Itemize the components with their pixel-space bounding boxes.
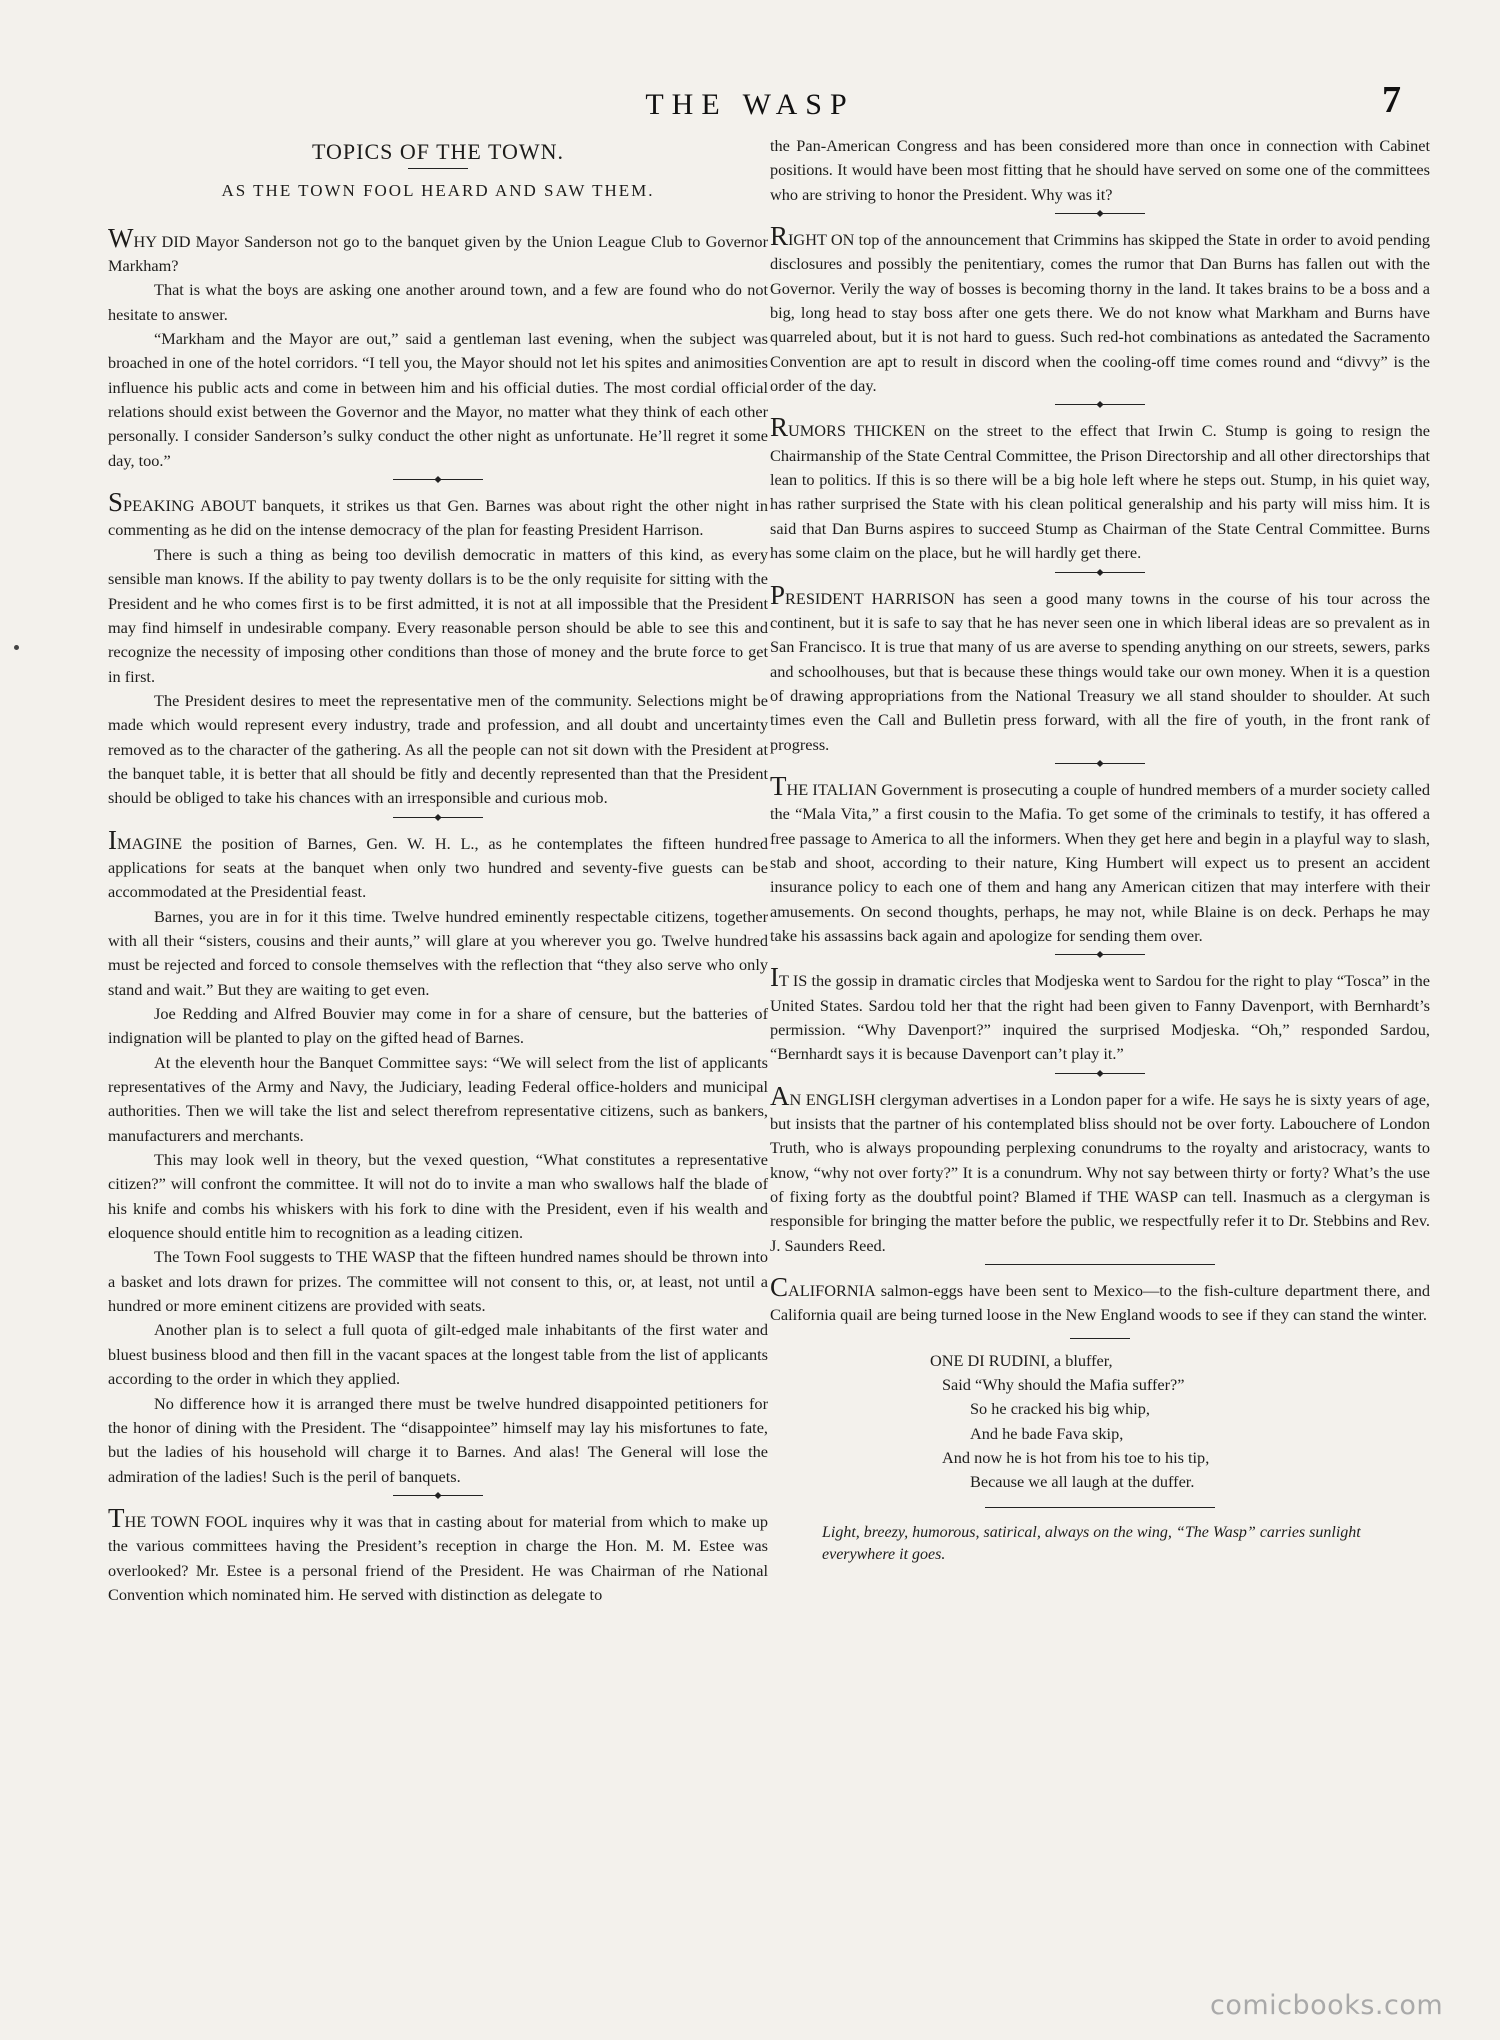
poem-line: And now he is hot from his toe to his tip, <box>942 1447 1210 1467</box>
section-title: TOPICS OF THE TOWN. <box>311 139 565 164</box>
divider <box>1055 213 1145 214</box>
paragraph: The President desires to meet the representative men of the community. Selections might be made which would represent every industry, trade and profession, and all doubt and uncertainty removed as to the character of the gathering. As all the people can not sit down with the President at the banquet table, it is better that all should be fitly and decently represented than that the President should be obliged to take his chances with an irresponsible and curious mob. <box>108 690 768 808</box>
paragraph: Another plan is to select a full quota of gilt-edged male inhabitants of the first water and bluest business blood and then fill in the vacant spaces at the longest table from the list of applicants according to the order in which they applied. <box>108 1320 768 1389</box>
article-salmon: CALIFORNIA salmon-eggs have been sent to Mexico—to the fish-culture department there, and California quail are being turned loose in the New England woods to see if they can stand the winter. <box>770 1272 1430 1325</box>
paragraph: Joe Redding and Alfred Bouvier may come in for a share of censure, but the batteries of indignation will be planted to play on the gifted head of Barnes. <box>108 1004 768 1048</box>
divider <box>1055 404 1145 405</box>
article-clergyman: AN ENGLISH clergyman advertises in a London paper for a wife. He says he is sixty years of age, but insists that the partner of his contemplated bliss should not be over forty. Labouchere of London Truth, who is always propounding perplexing conundrums to the royalty and aristocracy, wants to know, “why not over forty?” It is a conundrum. Why not say between thirty or forty? What’s the use of fixing forty as the doubtful point? Blamed if THE WASP can tell. Inasmuch as a clergyman is responsible for bringing the matter before the public, we respectfully refer it to Dr. Stebbins and Rev. J. Saunders Reed. <box>770 1080 1430 1255</box>
poem-line: So he cracked his big whip, <box>970 1399 1150 1419</box>
margin-speck <box>14 645 19 650</box>
paragraph: That is what the boys are asking one another around town, and a few are found who do not hesitate to answer. <box>108 280 768 324</box>
poem-line: Said “Why should the Mafia suffer?” <box>942 1375 1185 1395</box>
paragraph: At the eleventh hour the Banquet Committee says: “We will select from the list of applicants representatives of the Army and Navy, the Judiciary, leading Federal office-holders and municipal authorities. Then we will take the list and select therefrom representative citizens, such as bankers, manufacturers and merchants. <box>108 1052 768 1145</box>
divider <box>1055 1073 1145 1074</box>
masthead: THE WASP <box>645 88 855 121</box>
divider <box>393 479 483 480</box>
paragraph: There is such a thing as being too devilish democratic in matters of this kind, as every sensible man knows. If the ability to pay twenty dollars is to be the only requisite for sitting with the President and he who comes first is to be first admitted, it is not at all impossible that the President may find himself in undesirable company. Every reasonable person should be able to see this and recognize the necessity of imposing other conditions than those of money and the brute force to get in first. <box>108 544 768 686</box>
divider <box>1055 572 1145 573</box>
article-modjeska: IT IS the gossip in dramatic circles that Modjeska went to Sardou for the right to play “Tosca” in the United States. Sardou told her that the right had been given to Fanny Davenport, with Bernhardt’s permission. “Why Davenport?” inquired the surprised Modjeska. “Oh,” responded Sardou, “Bernhardt says it is because Davenport can’t play it.” <box>770 962 1430 1064</box>
divider <box>1070 1338 1130 1339</box>
tagline: Light, breezy, humorous, satirical, always on the wing, “The Wasp” carries sunlight everywhere it goes. <box>822 1523 1361 1563</box>
page-number: 7 <box>1382 79 1401 121</box>
divider <box>1055 763 1145 764</box>
paragraph: No difference how it is arranged there must be twelve hundred disappointed petitioners for the honor of dining with the President. The “disappointee” himself may lay his misfortunes to fate, but the ladies of his household will charge it to Barnes. And alas! The General will lose the admiration of the ladies! Such is the peril of banquets. <box>108 1393 768 1486</box>
poem-line: Because we all laugh at the duffer. <box>970 1472 1195 1492</box>
article-sanderson: WHY DID Mayor Sanderson not go to the banquet given by the Union League Club to Governor Markham? <box>108 222 768 276</box>
article-estee: THE TOWN FOOL inquires why it was that in casting about for material from which to make up the various committees having the President’s reception in charge the Hon. M. M. Estee was overlooked? Mr. Estee is a personal friend of the President. He was Chairman of rhe National Convention which nominated him. He served with distinction as delegate to <box>108 1502 768 1604</box>
right-column <box>770 134 1430 1566</box>
divider <box>393 1495 483 1496</box>
article-banquets: SPEAKING ABOUT banquets, it strikes us that Gen. Barnes was about right the other night in commenting as he did on the intense democracy of the plan for feasting President Harrison. <box>108 487 768 540</box>
divider <box>1055 954 1145 955</box>
watermark: comicbooks.com <box>1210 1990 1444 2021</box>
divider <box>985 1264 1215 1265</box>
divider <box>985 1507 1215 1508</box>
title-rule <box>408 168 468 169</box>
article-italian: THE ITALIAN Government is prosecuting a couple of hundred members of a murder society called the “Mala Vita,” a first cousin to the Mafia. To get some of the criminals to testify, it has offered a free passage to America to all the informers. When they get here and begin in a playful way to slash, stab and shoot, according to their nature, King Humbert will expect us to present an accident insurance policy to each one of them and hang any American citizen that may interfere with their amusements. On second thoughts, perhaps, he may not, while Blaine is on deck. Perhaps he may take his assassins back again and apologize for sending them over. <box>770 770 1430 945</box>
poem <box>770 1349 1430 1495</box>
article-stump: RUMORS THICKEN on the street to the effect that Irwin C. Stump is going to resign the Chairmanship of the State Central Committee, the Prison Directorship and all other directorships that lean to politics. If this is so there will be a big hole left where he steps out. Stump, in his quiet way, has rather surprised the State with his clean political generalship and his party will miss him. It is said that Dan Burns aspires to succeed Stump as Chairman of the State Central Committee. Burns has some claim on the place, but he will hardly get there. <box>770 412 1430 563</box>
left-column <box>108 134 768 1607</box>
poem-line: And he bade Fava skip, <box>970 1423 1124 1443</box>
section-subtitle: AS THE TOWN FOOL HEARD AND SAW THEM. <box>221 181 655 201</box>
divider <box>393 817 483 818</box>
article-harrison: PRESIDENT HARRISON has seen a good many towns in the course of his tour across the continent, but it is safe to say that he has never seen one in which liberal ideas are so prevalent as in San Francisco. It is true that many of us are averse to spending anything on our streets, sewers, parks and schoolhouses, but that is because these things would take our own money. When it is a question of drawing appropriations from the National Treasury we all stand shoulder to shoulder. At such times even the Call and Bulletin press forward, with all the fire of youth, in the front rank of progress. <box>770 579 1430 754</box>
poem-line: ONE DI RUDINI, a bluffer, <box>930 1350 1113 1370</box>
article-barnes: IMAGINE the position of Barnes, Gen. W. H. L., as he contemplates the fifteen hundred applications for seats at the banquet when only two hundred and seventy-five guests can be accommodated at the Presidential feast. <box>108 824 768 902</box>
paragraph-continued: the Pan-American Congress and has been considered more than once in connection with Cabinet positions. It would have been most fitting that he should have served on some one of the committees who are striving to honor the President. Why was it? <box>770 136 1430 204</box>
article-crimmins: RIGHT ON top of the announcement that Crimmins has skipped the State in order to avoid pending disclosures and possibly the penitentiary, comes the rumor that Dan Burns has fallen out with the Governor. Verily the way of bosses is becoming thorny in the land. It takes brains to be a boss and a big, long head to stay boss after one gets there. We do not know what Markham and Burns have quarreled about, but it is not hard to guess. Such red-hot combinations as antedated the Sacramento Convention are apt to result in discord when the cooling-off time comes round and “divvy” is the order of the day. <box>770 221 1430 396</box>
paragraph: This may look well in theory, but the vexed question, “What constitutes a representative citizen?” will confront the committee. It will not do to invite a man who swallows half the blade of his knife and combs his whiskers with his fork to dine with the President, even if his wealth and eloquence should entitle him to recognition as a leading citizen. <box>108 1150 768 1243</box>
paragraph: The Town Fool suggests to THE WASP that the fifteen hundred names should be thrown into a basket and lots drawn for prizes. The committee will not consent to this, or, at least, not until a hundred or more eminent citizens are provided with seats. <box>108 1247 768 1316</box>
paragraph: “Markham and the Mayor are out,” said a gentleman last evening, when the subject was broached in one of the hotel corridors. “I tell you, the Mayor should not let his spites and animosities influence his public acts and come in between him and his official duties. The most cordial official relations should exist between the Governor and the Mayor, no matter what they think of each other personally. I consider Sanderson’s sulky conduct the other night as unfortunate. He’ll regret it some day, too.” <box>108 329 768 470</box>
paragraph: Barnes, you are in for it this time. Twelve hundred eminently respectable citizens, together with all their “sisters, cousins and their aunts,” will glare at you wherever you go. Twelve hundred must be rejected and forced to console themselves with the reflection that “they also serve who only stand and wait.” But they are waiting to get even. <box>108 906 768 999</box>
